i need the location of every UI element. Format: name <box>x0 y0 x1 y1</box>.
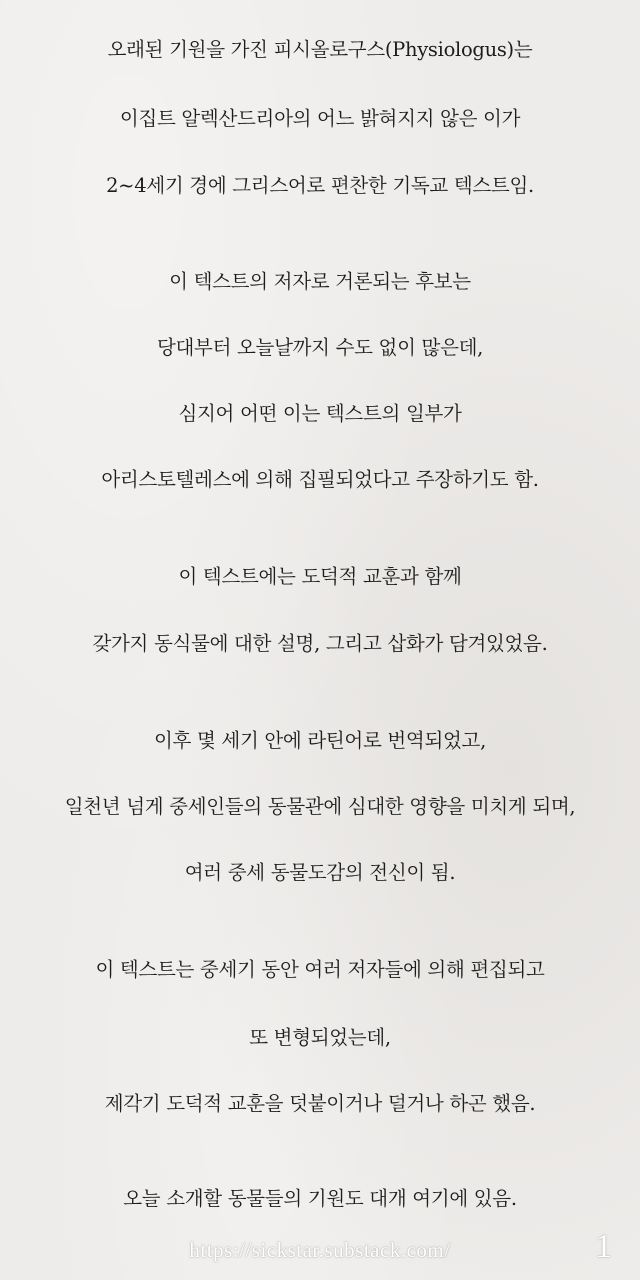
text-line: 이 텍스트는 중세기 동안 여러 저자들에 의해 편집되고 <box>95 958 545 981</box>
text-line: 심지어 어떤 이는 텍스트의 일부가 <box>178 402 462 425</box>
text-line: 또 변형되었는데, <box>249 1026 391 1049</box>
text-line: 당대부터 오늘날까지 수도 없이 많은데, <box>156 336 484 359</box>
text-line: 오래된 기원을 가진 피시올로구스(Physiologus)는 <box>107 38 533 61</box>
text-line: 이집트 알렉산드리아의 어느 밝혀지지 않은 이가 <box>119 107 521 130</box>
text-line: 이 텍스트의 저자로 거론되는 후보는 <box>169 270 471 293</box>
text-line: 갖가지 동식물에 대한 설명, 그리고 삽화가 담겨있었음. <box>92 632 548 655</box>
text-line: 제각기 도덕적 교훈을 덧붙이거나 덜거나 하곤 했음. <box>104 1092 536 1115</box>
text-line: 아리스토텔레스에 의해 집필되었다고 주장하기도 함. <box>101 468 539 491</box>
page-number: 1 <box>595 1228 612 1265</box>
footer-url-watermark: https://sickstar.substack.com/ <box>189 1238 451 1262</box>
text-line: 오늘 소개할 동물들의 기원도 대개 여기에 있음. <box>123 1187 517 1210</box>
text-line: 이후 몇 세기 안에 라틴어로 번역되었고, <box>154 729 486 752</box>
text-line: 2~4세기 경에 그리스어로 편찬한 기독교 텍스트임. <box>106 174 534 197</box>
text-line: 이 텍스트에는 도덕적 교훈과 함께 <box>178 565 462 588</box>
text-line: 일천년 넘게 중세인들의 동물관에 심대한 영향을 미치게 되며, <box>64 795 576 818</box>
text-line: 여러 중세 동물도감의 전신이 됨. <box>184 861 456 884</box>
